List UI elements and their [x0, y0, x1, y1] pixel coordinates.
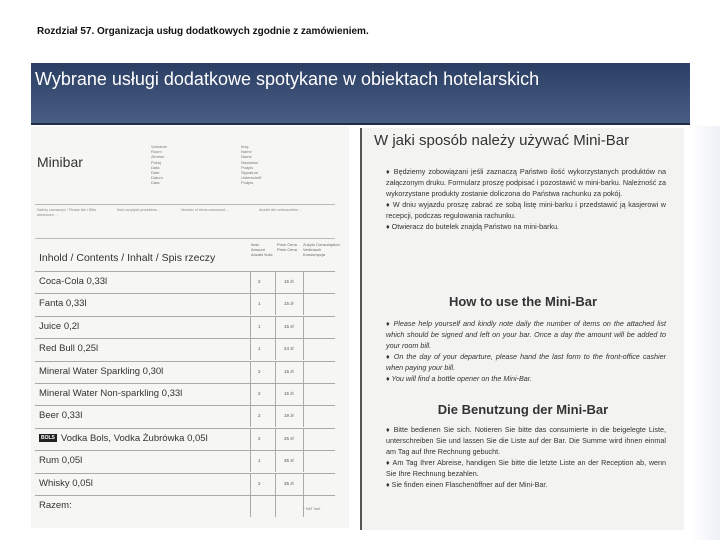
slide-title-banner — [31, 63, 690, 125]
table-row: BOLS Vodka Bols, Vodka Żubrówka 0,05l 2 25 zł — [35, 428, 335, 450]
bols-logo: BOLS — [41, 435, 55, 442]
divider — [35, 238, 335, 239]
table-row-total: Razem: — [35, 495, 335, 517]
form-instructions: Należy zaznaczyć / Please tick / Bitte ankreuzen ... — [37, 208, 97, 217]
slide-edge-decoration — [690, 126, 720, 540]
slide-title: Wybrane usługi dodatkowe spotykane w obiektach hotelarskich — [35, 69, 540, 89]
form-instructions: Number of items consumed ... — [181, 208, 229, 212]
column-price-header: Price Cena Preis Cena — [277, 242, 297, 252]
instructions-de: ♦ Bitte bedienen Sie sich. Notieren Sie bitte das consumierte in die beigelegte Liste, unterschreiben Sie und lassen Sie die Liste auf der Bar. Die Summe wird ihnen einmal am Tag auf Ihre Rechnung gebucht. ♦ Am Tag Ihrer Abreise, handigen Sie bitte die letzte Liste an der Reception ab, wenn Sie Ihre Rechnung bezahlen. ♦ Sie finden einen Flaschenöffner auf der Mini-Bar. — [386, 425, 666, 489]
table-row: Beer 0,33l 2 19 zł — [35, 405, 335, 427]
table-row: Red Bull 0,25l 1 24 zł — [35, 338, 335, 360]
table-row: Coca-Cola 0,33l 2 15 zł — [35, 271, 335, 293]
table-row: Mineral Water Non-sparkling 0,33l 2 15 zł — [35, 383, 335, 405]
instructions-title-de: Die Benutzung der Mini-Bar — [437, 402, 609, 417]
column-quantity-header: Ilość Amount Anzahl Ilość — [251, 242, 273, 257]
minibar-list-scan — [31, 126, 349, 528]
form-instructions: Ilość zużytych produktów ... — [117, 208, 161, 212]
minibar-items-table — [35, 271, 335, 517]
list-header: Inhold / Contents / Inhalt / Spis rzeczy — [39, 252, 216, 264]
vat-note: * VAT incl. — [303, 506, 322, 511]
table-row: Mineral Water Sparkling 0,30l 2 15 zł — [35, 361, 335, 383]
table-row: Whisky 0,05l 2 35 zł — [35, 473, 335, 495]
instructions-title-pl: W jaki sposób należy używać Mini-Bar — [374, 132, 630, 149]
table-row: Fanta 0,33l 1 15 zł — [35, 293, 335, 315]
instructions-title-en: How to use the Mini-Bar — [448, 294, 598, 309]
table-row: Rum 0,05l 1 35 zł — [35, 450, 335, 472]
divider — [35, 204, 335, 205]
instructions-pl: ♦ Będziemy zobowiązani jeśli zaznaczą Państwo ilość wykorzystanych produktów na załączonym druku. Formularz proszę podpisać i pozostawić w mini-barku. Należność za wykorzystane produkty zostanie doliczona do Państwa rachunku za pokój. ♦ W dniu wyjazdu proszę zabrać ze sobą listę mini-barku i przedstawić ją kasjerowi w recepcji, podczas regulowania rachunku. ♦ Otwieracz do butelek znajdą Państwo na mini-barku. — [386, 167, 666, 231]
minibar-instructions-scan — [360, 128, 684, 530]
chapter-header: Rozdział 57. Organizacja usług dodatkowych zgodnie z zamówieniem. — [37, 26, 369, 37]
instructions-en: ♦ Please help yourself and kindly note daily the number of items on the attached list which should be signed and left on your bar. Once a day the amount will be added to your room bill. ♦ On the day of your departure, please hand the last form to the front-office cashier when paying your bill. ♦ You will find a bottle opener on the Mini-Bar. — [386, 319, 666, 383]
column-consumption-header: Zużyto Consumption Verbrauch Konsumpcja — [303, 242, 340, 257]
minibar-title: Minibar — [37, 154, 83, 170]
form-fields-left: Vorname Room Zimmer Pokój Data Date Datum Data — [151, 144, 168, 186]
form-fields-right: Imię Name Name Nazwisko Podpis Signature Unterschrift Podpis — [241, 144, 262, 186]
table-row: Juice 0,2l 1 15 zł — [35, 316, 335, 338]
form-instructions: Anzahl der verbrauchten ... — [259, 208, 303, 212]
